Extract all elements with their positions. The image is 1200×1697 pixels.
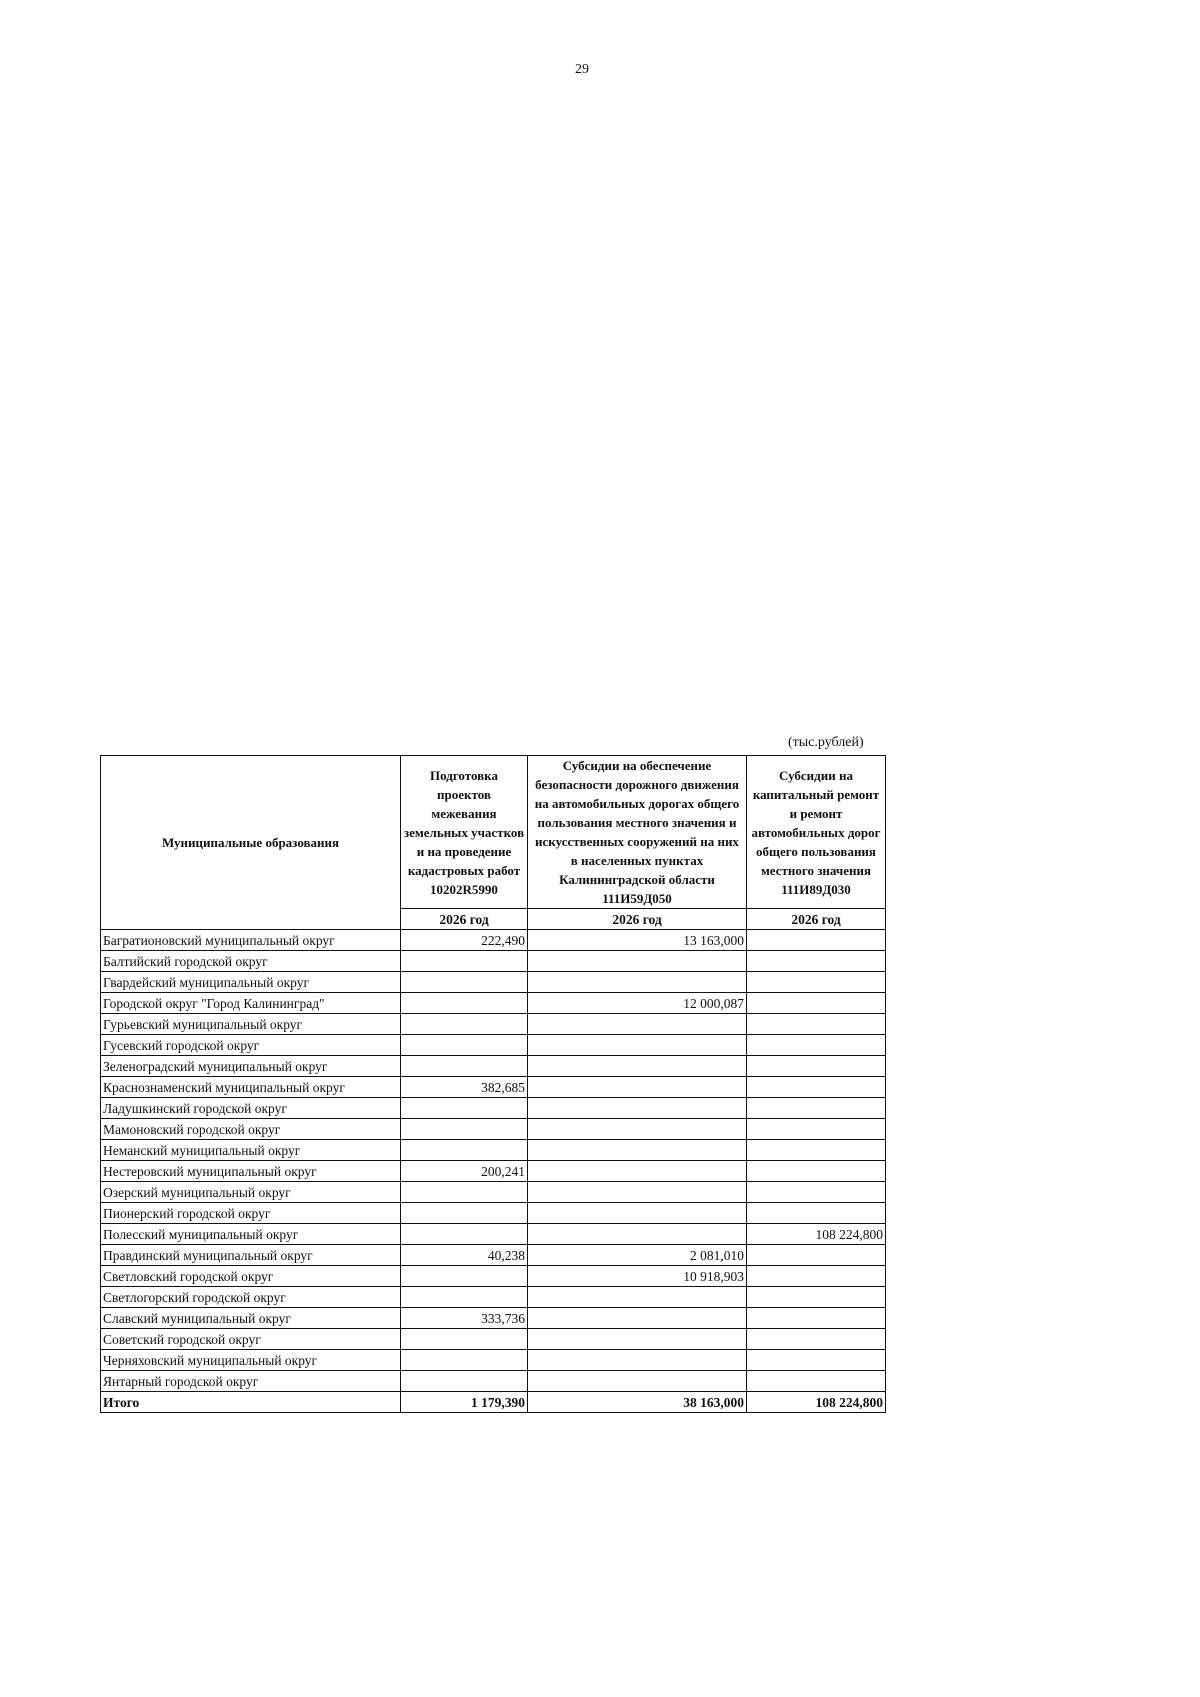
road-repair-value <box>747 1350 886 1371</box>
road-repair-value <box>747 1119 886 1140</box>
road-safety-value <box>528 972 747 993</box>
municipality-name: Полесский муниципальный округ <box>101 1224 401 1245</box>
municipality-name: Гурьевский муниципальный округ <box>101 1014 401 1035</box>
road-safety-value: 10 918,903 <box>528 1266 747 1287</box>
land-survey-value <box>401 1329 528 1350</box>
municipality-name: Гусевский городской округ <box>101 1035 401 1056</box>
land-survey-value <box>401 1350 528 1371</box>
road-repair-value <box>747 972 886 993</box>
municipality-name: Пионерский городской округ <box>101 1203 401 1224</box>
table-row <box>101 1161 886 1182</box>
municipality-name: Гвардейский муниципальный округ <box>101 972 401 993</box>
municipality-name: Багратионовский муниципальный округ <box>101 930 401 951</box>
table-row <box>101 1140 886 1161</box>
road-repair-value <box>747 1245 886 1266</box>
land-survey-value: 222,490 <box>401 930 528 951</box>
road-safety-value <box>528 1161 747 1182</box>
municipality-name: Черняховский муниципальный округ <box>101 1350 401 1371</box>
municipality-name: Балтийский городской округ <box>101 951 401 972</box>
road-safety-value <box>528 951 747 972</box>
road-safety-value <box>528 1224 747 1245</box>
land-survey-value <box>401 1056 528 1077</box>
road-safety-value <box>528 1077 747 1098</box>
page-number: 29 <box>575 62 589 77</box>
land-survey-value: 333,736 <box>401 1308 528 1329</box>
table-row <box>101 1098 886 1119</box>
road-safety-value: 2 081,010 <box>528 1245 747 1266</box>
subsidy-table <box>100 755 886 1413</box>
table-row <box>101 1371 886 1392</box>
table-row <box>101 972 886 993</box>
road-repair-value <box>747 1098 886 1119</box>
table-row <box>101 1224 886 1245</box>
road-safety-value <box>528 1119 747 1140</box>
road-repair-value <box>747 1308 886 1329</box>
municipality-name: Нестеровский муниципальный округ <box>101 1161 401 1182</box>
header-land-survey: Подготовка проектов межевания земельных участков и на проведение кадастровых работ 10202R5990 <box>401 756 528 909</box>
municipality-name: Правдинский муниципальный округ <box>101 1245 401 1266</box>
road-repair-value <box>747 1287 886 1308</box>
table-row <box>101 1014 886 1035</box>
road-repair-value <box>747 1056 886 1077</box>
land-survey-value: 382,685 <box>401 1077 528 1098</box>
road-safety-value <box>528 1329 747 1350</box>
road-safety-value <box>528 1308 747 1329</box>
road-safety-value <box>528 1203 747 1224</box>
land-survey-value <box>401 972 528 993</box>
land-survey-value <box>401 1287 528 1308</box>
road-safety-value <box>528 1056 747 1077</box>
table-row <box>101 1056 886 1077</box>
total-label: Итого <box>101 1392 401 1413</box>
road-repair-value <box>747 1140 886 1161</box>
municipality-name: Мамоновский городской округ <box>101 1119 401 1140</box>
road-repair-value <box>747 1014 886 1035</box>
table-row <box>101 1308 886 1329</box>
road-safety-value <box>528 1035 747 1056</box>
road-repair-value <box>747 1371 886 1392</box>
table-row <box>101 1287 886 1308</box>
road-repair-value <box>747 1266 886 1287</box>
total-land-survey: 1 179,390 <box>401 1392 528 1413</box>
land-survey-value <box>401 1371 528 1392</box>
table-row <box>101 1266 886 1287</box>
land-survey-value <box>401 1266 528 1287</box>
land-survey-value <box>401 1035 528 1056</box>
table-row <box>101 1077 886 1098</box>
land-survey-value <box>401 1119 528 1140</box>
road-repair-value <box>747 1161 886 1182</box>
table-row <box>101 1035 886 1056</box>
total-row <box>101 1392 886 1413</box>
table-row <box>101 1203 886 1224</box>
table-row <box>101 1329 886 1350</box>
land-survey-value <box>401 1182 528 1203</box>
road-safety-value <box>528 1182 747 1203</box>
road-repair-value <box>747 1182 886 1203</box>
table-row <box>101 1119 886 1140</box>
road-safety-value <box>528 1014 747 1035</box>
road-safety-value <box>528 1371 747 1392</box>
municipality-name: Зеленоградский муниципальный округ <box>101 1056 401 1077</box>
land-survey-value <box>401 951 528 972</box>
road-safety-value: 13 163,000 <box>528 930 747 951</box>
total-road-safety: 38 163,000 <box>528 1392 747 1413</box>
land-survey-value <box>401 1014 528 1035</box>
municipality-name: Светловский городской округ <box>101 1266 401 1287</box>
land-survey-value <box>401 993 528 1014</box>
road-repair-value <box>747 1077 886 1098</box>
municipality-name: Неманский муниципальный округ <box>101 1140 401 1161</box>
header-year-3: 2026 год <box>747 909 886 930</box>
road-repair-value <box>747 1329 886 1350</box>
road-safety-value <box>528 1098 747 1119</box>
header-road-safety: Субсидии на обеспечение безопасности дорожного движения на автомобильных дорогах общего пользования местного значения и искусственных сооружений на них в населенных пунктах Калининградской области 111И59Д050 <box>528 756 747 909</box>
road-repair-value <box>747 993 886 1014</box>
header-municipalities: Муниципальные образования <box>101 756 401 930</box>
municipality-name: Советский городской округ <box>101 1329 401 1350</box>
land-survey-value <box>401 1224 528 1245</box>
road-repair-value <box>747 1035 886 1056</box>
land-survey-value <box>401 1140 528 1161</box>
table-row <box>101 993 886 1014</box>
unit-label: (тыс.рублей) <box>788 735 864 750</box>
municipality-name: Городской округ "Город Калининград" <box>101 993 401 1014</box>
road-safety-value <box>528 1287 747 1308</box>
header-year-1: 2026 год <box>401 909 528 930</box>
table-row <box>101 951 886 972</box>
municipality-name: Озерский муниципальный округ <box>101 1182 401 1203</box>
municipality-name: Янтарный городской округ <box>101 1371 401 1392</box>
municipality-name: Славский муниципальный округ <box>101 1308 401 1329</box>
table-body <box>101 930 886 1413</box>
land-survey-value: 40,238 <box>401 1245 528 1266</box>
road-repair-value <box>747 1203 886 1224</box>
road-safety-value <box>528 1350 747 1371</box>
total-road-repair: 108 224,800 <box>747 1392 886 1413</box>
table-row <box>101 1350 886 1371</box>
road-repair-value: 108 224,800 <box>747 1224 886 1245</box>
land-survey-value: 200,241 <box>401 1161 528 1182</box>
table-row <box>101 1182 886 1203</box>
table-row <box>101 930 886 951</box>
municipality-name: Краснознаменский муниципальный округ <box>101 1077 401 1098</box>
land-survey-value <box>401 1098 528 1119</box>
municipality-name: Ладушкинский городской округ <box>101 1098 401 1119</box>
road-repair-value <box>747 951 886 972</box>
header-year-2: 2026 год <box>528 909 747 930</box>
table-row <box>101 1245 886 1266</box>
road-safety-value: 12 000,087 <box>528 993 747 1014</box>
land-survey-value <box>401 1203 528 1224</box>
road-safety-value <box>528 1140 747 1161</box>
road-repair-value <box>747 930 886 951</box>
municipality-name: Светлогорский городской округ <box>101 1287 401 1308</box>
header-road-repair: Субсидии на капитальный ремонт и ремонт автомобильных дорог общего пользования местного значения 111И89Д030 <box>747 756 886 909</box>
